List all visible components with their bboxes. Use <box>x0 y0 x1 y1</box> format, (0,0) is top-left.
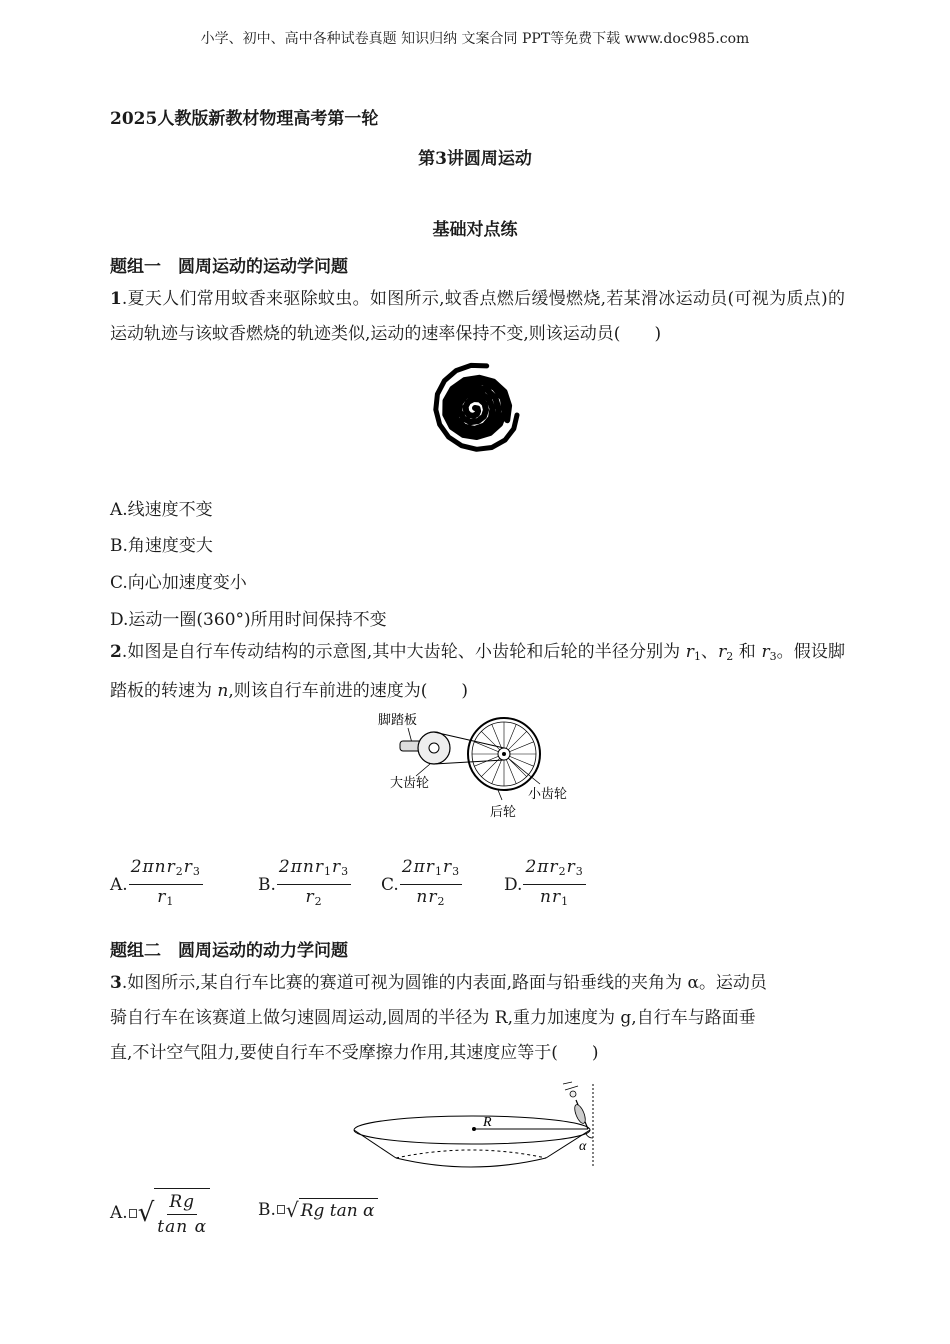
label-small-gear: 小齿轮 <box>528 786 568 801</box>
question-1-text: .夏天人们常用蚊香来驱除蚊虫。如图所示,蚊香点燃后缓慢燃烧,若某滑冰运动员(可视为质点)的运动轨迹与该蚊香燃烧的轨迹类似,运动的速率保持不变,则该运动员( ) <box>110 289 845 344</box>
question-3 <box>110 966 845 1071</box>
mosquito-coil-figure <box>425 358 525 458</box>
q1-option-d: D.运动一圈(360°)所用时间保持不变 <box>110 610 387 630</box>
q2-d-num-sub1: 2 <box>558 865 567 878</box>
q2-d-den-sub: 1 <box>561 895 570 908</box>
q2-option-c <box>381 856 462 913</box>
group-1-title: 题组一 圆周运动的运动学问题 <box>110 257 348 277</box>
page-header: 小学、初中、高中各种试卷真题 知识归纳 文案合同 PPT等免费下载 www.doc985.com <box>200 31 750 47</box>
q2-c-num-sub1: 1 <box>434 865 443 878</box>
series-title: 2025人教版新教材物理高考第一轮 <box>110 109 379 129</box>
big-gear-hub <box>429 743 439 753</box>
rear-axle <box>502 752 506 756</box>
q1-option-b: B.角速度变大 <box>110 536 213 556</box>
n-symbol: n <box>217 681 229 701</box>
question-3-line-3: 直,不计空气阻力,要使自行车不受摩擦力作用,其速度应等于( ) <box>110 1043 599 1063</box>
q1-option-c: C.向心加速度变小 <box>110 573 247 593</box>
q2-b-num-sub2: 3 <box>341 865 350 878</box>
q3-a-numerator: Rg <box>167 1191 197 1215</box>
q2-b-den: r <box>305 887 315 907</box>
q2-a-num: 2πnr <box>130 857 176 877</box>
q3-option-b <box>258 1198 378 1221</box>
coil-spiral <box>445 378 509 437</box>
q2-option-b-label: B. <box>258 874 276 895</box>
q2-a-num-sub1: 2 <box>175 865 184 878</box>
q2-c-num-sub2: 3 <box>452 865 461 878</box>
q2-d-num: 2πr <box>525 857 559 877</box>
label-pedal: 脚踏板 <box>378 712 418 727</box>
missing-glyph-box <box>277 1205 285 1214</box>
rear-wheel-pointer <box>498 790 502 800</box>
q1-option-a: A.线速度不变 <box>110 500 213 520</box>
r3-symbol: r <box>761 642 770 662</box>
q3-b-radicand: Rg tan α <box>299 1198 378 1221</box>
sqrt-sign: √ <box>285 1197 299 1222</box>
question-2-text-c: ,则该自行车前进的速度为( ) <box>228 681 469 701</box>
cone-track-figure <box>350 1080 610 1170</box>
q2-b-num-mid: r <box>331 857 342 877</box>
q3-a-denominator: tan α <box>157 1217 208 1237</box>
alpha-label: α <box>579 1139 587 1154</box>
q2-b-num: 2πnr <box>278 857 324 877</box>
question-1-number: 1 <box>110 289 122 309</box>
q2-a-den: r <box>157 887 167 907</box>
question-2-text-a: .如图是自行车传动结构的示意图,其中大齿轮、小齿轮和后轮的半径分别为 <box>121 642 686 662</box>
question-2-text-b: 。假设脚踏板的转速为 <box>110 642 846 701</box>
q2-d-num-sub2: 3 <box>575 865 584 878</box>
q2-b-num-sub1: 1 <box>323 865 332 878</box>
cone-left-side <box>354 1130 396 1158</box>
question-1 <box>110 282 845 352</box>
q2-option-a-label: A. <box>110 874 128 895</box>
q2-c-den: nr <box>416 887 438 907</box>
q2-a-num-sub2: 3 <box>192 865 201 878</box>
label-rear-wheel: 后轮 <box>490 804 517 819</box>
question-3-number: 3 <box>110 973 122 993</box>
question-3-line-2: 骑自行车在该赛道上做匀速圆周运动,圆周的半径为 R,重力加速度为 g,自行车与路面垂 <box>110 1008 756 1028</box>
lecture-title: 第3讲圆周运动 <box>418 149 532 169</box>
r3-sub: 3 <box>769 650 777 663</box>
q3-option-b-label: B. <box>258 1199 276 1220</box>
section-title: 基础对点练 <box>432 220 518 240</box>
q2-option-d <box>504 856 586 913</box>
q2-c-num-mid: r <box>442 857 453 877</box>
sqrt-sign: √ <box>137 1198 155 1228</box>
q2-option-b <box>258 856 351 913</box>
q2-c-num: 2πr <box>401 857 435 877</box>
angle-arc <box>586 1134 593 1138</box>
q3-option-a-label: A. <box>110 1203 128 1223</box>
q2-and: 和 <box>733 642 762 662</box>
q2-b-den-sub: 2 <box>314 895 323 908</box>
question-2-number: 2 <box>110 642 122 662</box>
track-top-rim <box>354 1116 590 1144</box>
cone-bottom-back <box>396 1150 546 1158</box>
bicycle-transmission-figure <box>370 708 580 823</box>
q2-option-d-label: D. <box>504 874 523 895</box>
q2-c-den-sub: 2 <box>437 895 446 908</box>
r2-symbol: r <box>718 642 727 662</box>
q2-a-num-mid: r <box>183 857 193 877</box>
q3-option-a <box>110 1188 210 1238</box>
radius-label: R <box>483 1115 492 1130</box>
question-2 <box>110 635 845 709</box>
r1-symbol: r <box>685 642 694 662</box>
missing-glyph-box <box>129 1209 137 1218</box>
q2-separator: 、 <box>700 642 719 662</box>
q2-a-den-sub: 1 <box>166 895 175 908</box>
q2-d-den: nr <box>540 887 562 907</box>
q2-option-a <box>110 856 203 913</box>
group-2-title: 题组二 圆周运动的动力学问题 <box>110 941 348 961</box>
r2-sub: 2 <box>726 650 734 663</box>
label-big-gear: 大齿轮 <box>390 775 430 790</box>
r1-sub: 1 <box>693 650 701 663</box>
cone-bottom-front <box>396 1158 546 1167</box>
q2-option-c-label: C. <box>381 874 399 895</box>
q2-d-num-mid: r <box>566 857 576 877</box>
question-3-line-1: .如图所示,某自行车比赛的赛道可视为圆锥的内表面,路面与铅垂线的夹角为 α。运动员 <box>121 973 767 993</box>
